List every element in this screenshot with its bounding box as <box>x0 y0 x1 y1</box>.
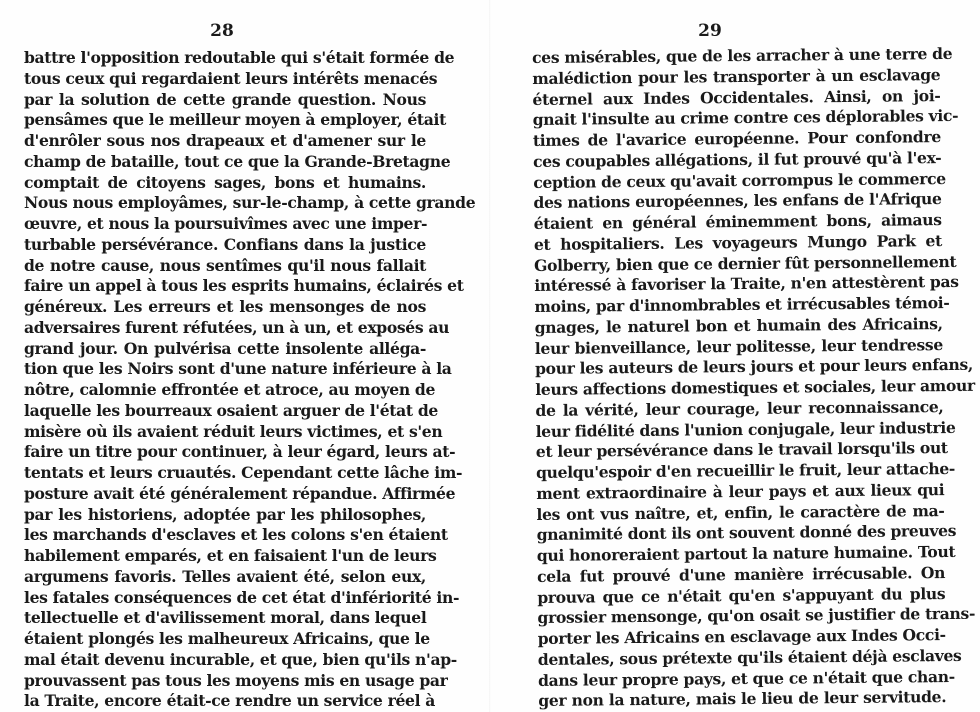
text-line: la Traite, encore était-ce rendre un service réel à <box>24 691 436 711</box>
text-line: les marchands d'esclaves et les colons s'en étaient <box>24 525 448 545</box>
text-line: ces misérables, que de les arracher à une terre de <box>532 43 953 67</box>
right-page <box>490 0 980 712</box>
text-line: œuvre, et nous la poursuivîmes avec une imper- <box>24 214 428 233</box>
text-line: laquelle les bourreaux osaient arguer de l'état de <box>24 400 438 420</box>
text-line: de la vérité, leur courage, leur reconnaissance, <box>535 396 944 420</box>
text-line: posture avait été généralement répandue. Affirmée <box>24 483 456 503</box>
text-line: cela fut prouvé d'une manière irrécusable. On <box>536 562 946 586</box>
text-line: quelqu'espoir d'en recueillir le fruit, leur attache- <box>535 458 956 482</box>
text-line: pensâmes que le meilleur moyen à employer, était <box>24 110 446 130</box>
text-line: gnages, le naturel bon et humain des Africains, <box>534 313 943 337</box>
text-line: grand jour. On pulvérisa cette insolente alléga- <box>24 338 426 358</box>
text-line: battre l'opposition redoutable qui s'était formée de <box>24 48 455 67</box>
left-page-text <box>24 48 476 712</box>
text-line: Golberry, bien que ce dernier fût personnellement <box>533 251 957 275</box>
text-line: ger non la nature, mais le lieu de leur servitude. <box>538 687 947 711</box>
text-line: dentales, sous prétexte qu'ils étaient déjà esclaves <box>537 645 962 669</box>
text-line: éternel aux Indes Occidentales. Ainsi, on joi- <box>532 85 941 109</box>
text-line: et hospitaliers. Les voyageurs Mungo Park et <box>533 230 942 254</box>
text-line: ces coupables allégations, il fut prouvé qu'à l'ex- <box>532 147 942 171</box>
text-line: dans leur propre pays, et que ce n'était que chan- <box>537 666 955 690</box>
text-line: leur bienveillance, leur politesse, leur tendresse <box>534 334 943 358</box>
text-line: faire un appel à tous les esprits humains, éclairés et <box>24 276 464 296</box>
text-line: malédiction pour les transporter à un esclavage <box>532 64 941 88</box>
text-line: pour les auteurs de leurs jours et pour leurs enfans, <box>534 355 973 379</box>
text-line: nôtre, calomnie effrontée et atroce, au moyen de <box>24 380 436 399</box>
text-line: ment extraordinaire à leur pays et aux lieux qui <box>536 479 945 503</box>
text-line: leurs affections domestiques et sociales, leur amour <box>535 375 975 399</box>
text-line: faire un titre pour continuer, à leur égard, leurs at- <box>24 442 456 462</box>
text-line: tous ceux qui regardaient leurs intérêts menacés <box>24 68 438 88</box>
text-line: étaient plongés les malheureux Africains, que le <box>24 629 430 648</box>
text-line: Nous nous employâmes, sur-le-champ, à cette grande <box>24 193 476 213</box>
text-line: prouva que ce n'était qu'en s'appuyant du plus <box>537 583 946 607</box>
text-line: times de l'avarice européenne. Pour confondre <box>532 127 941 150</box>
text-line: d'enrôler sous nos drapeaux et d'amener sur le <box>24 131 426 150</box>
text-line: des nations européennes, les enfans de l'Afrique <box>533 189 942 213</box>
text-line: adversaires furent réfutées, un à un, et exposés au <box>24 317 450 337</box>
text-line: les fatales conséquences de cet état d'infériorité in- <box>24 587 460 607</box>
text-line: gnait l'insulte au crime contre ces déplorables vic- <box>532 106 959 130</box>
text-line: intéressé à favoriser la Traite, n'en attestèrent pas <box>534 272 959 296</box>
text-line: mal était devenu incurable, et que, bien qu'ils n'ap- <box>24 649 457 669</box>
text-line: tion que les Noirs sont d'une nature inférieure à la <box>24 359 452 379</box>
text-line: qui honoreraient partout la nature humaine. Tout <box>536 541 956 565</box>
text-line: comptait de citoyens sages, bons et humains. <box>24 172 426 192</box>
text-line: misère où ils avaient réduit leurs victimes, et s'en <box>24 421 443 441</box>
text-line: leur fidélité dans l'union conjugale, leur industrie <box>535 417 956 441</box>
text-line: tellectuelle et d'avilissement moral, dans lequel <box>24 608 427 628</box>
text-line: prouvassent pas tous les moyens mis en usage par <box>24 670 448 690</box>
text-line: de notre cause, nous sentîmes qu'il nous fallait <box>24 255 426 275</box>
text-line: grossier mensonge, qu'on osait se justifier de trans- <box>537 604 976 628</box>
text-line: turbable persévérance. Confians dans la justice <box>24 234 426 254</box>
right-page-text <box>532 43 976 712</box>
left-page-number: 28 <box>210 21 234 41</box>
text-line: gnanimité dont ils ont souvent donné des preuves <box>536 521 957 545</box>
text-line: étaient en général éminemment bons, aimaus <box>533 210 942 233</box>
right-page-number: 29 <box>698 21 722 41</box>
text-line: les ont vus naître, et, enfin, le caractère de ma- <box>536 500 945 524</box>
text-line: habilement emparés, et en faisaient l'un de leurs <box>24 546 437 565</box>
text-line: moins, par d'innombrables et irrécusables témoi- <box>534 293 950 316</box>
text-line: et leur persévérance dans le travail lorsqu'ils out <box>535 438 948 462</box>
text-line: par la solution de cette grande question. Nous <box>24 89 426 109</box>
text-line: par les historiens, adoptée par les philosophes, <box>24 504 426 524</box>
text-line: champ de bataille, tout ce que la Grande-Bretagne <box>24 151 451 171</box>
text-line: tentats et leurs cruautés. Cependant cette lâche im- <box>24 463 463 482</box>
text-line: ception de ceux qu'avait corrompus le commerce <box>533 168 946 192</box>
text-line: généreux. Les erreurs et les mensonges de nos <box>24 297 426 316</box>
text-line: argumens favoris. Telles avaient été, selon eux, <box>24 566 426 586</box>
text-line: porter les Africains en esclavage aux Indes Occi- <box>537 625 946 648</box>
